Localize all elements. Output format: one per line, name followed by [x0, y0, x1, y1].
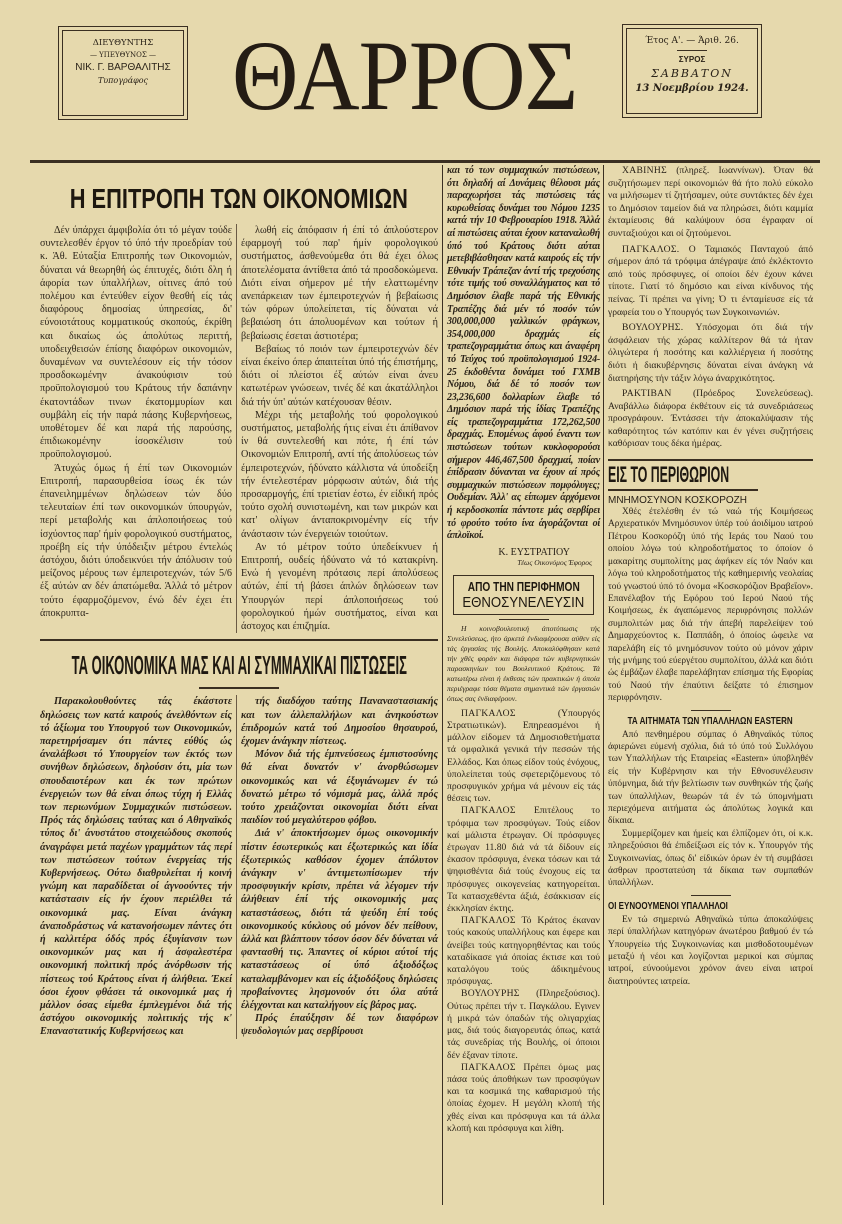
- dialogue-entry: [447, 988, 600, 1061]
- headline-underline: [199, 687, 279, 689]
- newspaper-title-wrap: [195, 20, 615, 131]
- column-3: [447, 165, 600, 1135]
- speaker-role: (πληρεξ. Ιωαννίνων).: [676, 165, 765, 176]
- paragraph: Αν τό μέτρον τούτο ύπεδείκνυεν ή Επιτροπή, ουδείς ήδύνατο νά τό κατακρίνη. Ενώ ή γενομένη πρότασις περί άπολύσεως αύτών, έπί τή βάσει άπλών δηλώσεων των Υπουργών περί άπλοποιήσεως τού φορολογικού ήμών συστήματος, είναι και άστοχος και έπιζημία.: [241, 541, 438, 633]
- article-headline: Η ΕΠΙΤΡΟΠΗ ΤΩΝ ΟΙΚΟΝΟΜΙΩΝ: [69, 183, 409, 214]
- paragraph: Συμμερίζομεν και ήμείς και έλπίζομεν ότι, οί κ.κ. πληρεξούσιοι θά έπιδείξωσι είς τόν κ. Υπουργόν τής Συγκοινωνίας, όπως δι' είδικών όρων έν τή συμβάσει άσθρων προστατεύση τά δίκαια των συμπαθών ύπαλλήλων.: [608, 828, 813, 889]
- paragraph: Άτυχώς όμως ή έπί των Οικονομιών Επιτροπή, παρασυρθείσα ίσως έκ τών έπανειλημμένων δηλώσεων τών δύο τελευταίων έπί των οικονομικών ύπουργών, περί μεταβολής και άπλοποιήσεως τού ίσχύοντος παρ' ήμίν φορολογικού συστήματος, προέβη είς τήν ύπόδειξιν μέτρου έντελώς άστόχου, διότι ύποδεικνύει τήν άπόλυσιν τού μείζονος μέρους των έμπειροτεχνών, τών 5/6 έξ αύτών αν δέν άπατώμεθα. Άλλά τό μέτρον τούτο έφαρμοζόμενον, ένώ δέν έχει έτι άποκρυπτα-: [40, 462, 232, 619]
- issue-number: Έτος Α'. — Άριθ. 26.: [645, 36, 739, 46]
- newspaper-title: ΘΑΡΡΟΣ: [232, 20, 578, 131]
- section-headline: ΕΘΝΟΣΥΝΕΛΕΥΣΙΝ: [462, 593, 585, 611]
- section-headline: ΕΙΣ ΤΟ ΠΕΡΙΘΩΡΙΟΝ: [608, 462, 730, 488]
- author-title: Τέως Οικονόμος Έφορος: [517, 557, 592, 567]
- paragraph: Μέχρι τής μεταβολής τού φορολογικού συστήματος, μεταβολής ήτις είναι έτι άπίθανον ίν θά συντελεσθή και πότε, ή έπί τών Οικονομιών Επιτροπή, αντί τής άπολύσεως τών έμπειροτεχνών, ήδύνατο κάλλιστα νά ύποδείξη τήν έντελεστέραν μόρφωσιν αύτών, διά τής προσαρμογής, έπί τριετίαν έστω, έν είδική πρός τούτο σχολή συνιστωμένη, και των μικρών και κατ' ολίγων άνταποκρινομένην είς τήν άνάστασιν τών ένεργειών τοιούτων.: [241, 409, 438, 540]
- article-column: [241, 224, 438, 633]
- section-rule: [608, 489, 758, 491]
- item-text: [608, 914, 813, 988]
- speech: Ο Ταμιακός Πανταχού άπό σήμερον άπό τά τρόφιμα άπέγραψε άπό έκλέκτοντο από τούς πρόσφυγες, οί οποίοι δέν έχουν κάνει τίποτε. Γιατί τό δημόσιο και είναι κίνδυνος τής πείνας. Τί πρέπει να γίνη; Ό τι ένταμίευσε είς τά γραφεία του ο Υπουργός των Συγκοινωνιών.: [608, 243, 813, 318]
- paragraph: Χθές έτελέσθη έν τώ ναώ τής Κοιμήσεως Αρχιερατικόν Μνημόσυνον ύπέρ τού άοιδίμου ιατρού Πέτρου Κοσκορόζη ύπό τής Ιεράς του Ναού του οποίου λόγω τού κληροδοτήματος το όποίον ό μακαρίτης συμπολίτης μας άφήκεν είς τόν Ναόν και λόγω τού κληροδοτήματος τής καθημερινής νεολαίας τού γνωστού ύπό τό όνομα «Κοσκορόζιον Βραβεΐον». Επανέλαβον τής Εφόρου τού Ιερού Ναού τής Κοιμήσεως, έκ άγαπώμενος περιφρόνησις πολλών συμπολιτών μας διά τήν άπεβή παρελείψεν τού Δημαρχεύοντος κ. Παππάδη, ό όποίος ώφειλε να παρελάβη είς τό μνημόσυνον τούτο ού μόνον χάριν τής μνήμης τού εύεργέτου συμπολίτου, άλλά και διότι ώς έμβάζων έλαβε παρελάβηταν επίσημα τής Εφορίας τού Ναού τήν έπαύτινι δείξατε τό έπισημον περιφρόνησιν.: [608, 507, 813, 704]
- column-divider: [236, 695, 237, 1038]
- column-divider: [236, 224, 237, 633]
- section-headline-wrap: [454, 594, 593, 611]
- dialogue-entry: [608, 244, 813, 320]
- speech: Ούτως πρέπει τήν τ. Παγκάλου. Εγινεν ή μικρά τών όπαδών τής ολιγαρχίας μας, διά τούς διαγορευτάς όπως, κατά τάς συνεδρίας τής Βουλής, οί όποιοι δέν έξαναν τίποτε.: [447, 1000, 600, 1061]
- issue-date: 13 Νοεμβρίου 1924.: [635, 83, 749, 94]
- column-divider: [603, 165, 604, 1205]
- paragraph: Μόνον διά τής έμπνεύσεως έμπιστοσύνης θά είναι δυνατόν ν' άνορθώσωμεν οικονομικώς και νά έξυγιάνωμεν έν τώ δυνατώ μέτρω τό νόμισμά μας, άλλά πρός τούτο χρειάζονται οικονομίαι διότι είναι παιδίον τού μεγαλύτερου φόβου.: [241, 749, 438, 827]
- issue-box: [626, 28, 758, 114]
- speech: Αναβάλλω διάφορα έκθέτουν είς τά συνεδριάσεως προσγράφουν. Έντάσσει τήν άποκαλύψασιν τής καθαρότητος τών κατόπιν και έν γένει συζητήσεις καθόρισαν τους δέκα ήμέρας.: [608, 400, 813, 450]
- speaker: ΠΑΓΚΑΛΟΣ: [461, 915, 516, 927]
- speaker-role: (Υπουργός Στρατιωτικών).: [447, 707, 600, 732]
- column-4: [608, 165, 813, 988]
- paragraph: Πρός έπαύξησιν δέ των διαφόρων ψευδολογιών μας σερβίρουσι: [241, 1013, 438, 1038]
- section-headline-wrap: [454, 579, 593, 594]
- paragraph: Από πενθημέρου σύμπας ό Αθηναϊκός τύπος άφιερώνει εύμενή σχόλια, διά τό ύπό τού Συλλόγου των Υπαλλήλων τής Εταιρείας «Eastern» ύποβληθέν είς τήν Κυβέρνησιν και τήν Εθνοσυνέλευσιν ύπόμνημα, διά τήν βελτίωσιν των συνθηκών τής ζωής των ύπαλλήλων, θεωρών τά έν τώ ύπομνήματι περιεχόμενα αιτήματα ώς άπολύτως λογικά και δίκαια.: [608, 729, 813, 827]
- dialogue-entry: [447, 915, 600, 988]
- speaker: ΒΟΥΛΟΥΡΗΣ: [461, 988, 520, 1000]
- speaker-role: (Πληρεξούσιος).: [536, 988, 600, 1000]
- publisher-sublabel: — ΥΠΕΥΘΥΝΟΣ —: [89, 51, 157, 59]
- column-divider: [442, 165, 443, 1205]
- speaker: ΡΑΚΤΙΒΑΝ: [622, 388, 672, 400]
- paragraph: Βεβαίως τό ποιόν των έμπειροτεχνών δέν είναι έκείνο όπερ άπαιτείται ύπό τής έπιστήμης, διότι οί πλείστοι έξ αύτών είναι άνευ κατωτέρων γνώσεων, τινές δέ και άκατάλληλοι διά τήν ύπ' αύτών κατέχουσαν θέσιν.: [241, 343, 438, 408]
- publisher-label: ΔΙΕΥΘΥΝΤΗΣ: [92, 38, 154, 48]
- publisher-role: Τυπογράφος: [97, 76, 149, 85]
- divider: [691, 895, 731, 896]
- dialogue-column: [447, 708, 600, 1135]
- speaker: ΠΑΓΚΑΛΟΣ.: [622, 243, 680, 255]
- speaker: ΠΑΓΚΑΛΟΣ: [461, 1061, 516, 1073]
- article-headline-wrap: [40, 645, 438, 685]
- section-headline-wrap: [608, 461, 813, 489]
- speech: Υπόσχομαι ότι διά τήν άσφάλειαν τής χώρας καλλίτερον θά τά ήταν όλιγώτερα ή ποσότης και καλλιέργεια ή ποσότης διότι ή διακυβέρνησις δύναται είναι άνάγκη νά διατηρήσης τήν τάξιν λόγω άναρχικότητος.: [608, 322, 813, 384]
- speech: Επηρεασμένοι ή μάλλον είδομεν τά Δημοσιοθετήματα τά ομφαλικά γενικά τήν πεσσών τής Ελλάδος. Και όπως είδον τούς ένόχους, ύπολείπεται τούς σφετεριζόμενους τό προσφυγικόν χρήμα νά μένουν είς τάς θέσεις των.: [447, 720, 600, 805]
- speech: Τό Κράτος έκαναν τούς κακούς υπαλλήλους και έφερε και άνείβει τούς κατηγορηθέντας και τούς καταδίκασε γιά όποίας έκτισε και τού καταλόγου τούς άδικημένους πρόσφυγας.: [447, 915, 600, 988]
- speaker: ΠΑΓΚΑΛΟΣ: [461, 805, 516, 817]
- dialogue-column: [608, 165, 813, 451]
- publisher-box: [62, 30, 184, 116]
- divider: [499, 619, 549, 620]
- section-rule: [40, 639, 438, 641]
- divider: [691, 710, 731, 711]
- speech: Πρέπει όμως μας πάσα τούς άποθήκων των προσφύγων και τα κοσμικά της καθαρισμού τής όποίας έχομεν. Η μεγάλη κλοπή τής χθές είναι και πρόσφυγα και τά άλλα κλοπή και πρόσφυγα και λίθη.: [447, 1061, 600, 1134]
- speech: Όταν θά συζητήσωμεν περί οικονομιών θά ήτο πολύ εύκολο να μιλήσωμεν τί ζητήσαμεν, ούτε συντάκτες δέν έχει το Δημόσιον ταμείον διά να πληρώσει, διότι καμμία έκταμίευσις θά καλύψουν όσα έγραφαν οί συνταξιούχοι και οί ζητούμενοι.: [608, 165, 813, 239]
- item-text: [608, 729, 813, 890]
- speaker: ΧΑΒΙΝΗΣ: [622, 165, 667, 176]
- item-text: [608, 506, 813, 705]
- paragraph: Δέν ύπάρχει άμφιβολία ότι τό μέγαν τούδε συντελεσθέν έργον τό ύπό τήν προεδρίαν τού κ. Άθ. Εύταξία Επιτροπής των Οικονομιών, δύναται νά θεωρηθή ώς έπιτυχές, διότι δλη ή άφορία των ύπαλλήλων, οίτινες άπό τού πολέμου και έντεύθεν είχον θεσθή είς τάς διαφόρους δημοσίας ύπηρεσίας, δι' εύνοιοτάτους κομματικούς σκοπούς, έκρίθη και δικαίως ώς άπολύτως περιττή, υποδειχθεισών έπίσης διαφόρων οικονομιών, δυναμένων να συντελέσουν είς τήν τόσον προσδοκωμένην άνακούφισιν τού προϋπολογισμού του Κράτους τήν δαπάνην έκατοντάδων τινων έκατομμυρίων και συμβάλη είς τήν παρά πάσης Κυβερνήσεως, υποθέτομεν δέ και παρά τής παρούσης, έπιδιωκομένην ίσοσκέλισιν τού προϋπολογισμού.: [40, 225, 232, 461]
- item-title-wrap: [608, 716, 813, 727]
- article-headline-wrap: [40, 180, 438, 218]
- article-column: [40, 695, 232, 1038]
- author-signature: Κ. ΕΥΣΤΡΑΤΙΟΥ: [498, 546, 570, 558]
- section-headline: ΑΠΟ ΤΗΝ ΠΕΡΙΦΗΜΟΝ: [467, 578, 580, 594]
- paragraph: Εν τώ σημερινώ Αθηναϊκώ τύπω άποκαλύψεις περί ύπαλλήλων κατηγόρων άνωτέρου βαθμού έν τώ Υπουργείω τής Συγκοινωνίας και μισθοδοτουμένων μεταξύ ή νέοι και λογίζονται μερικοί και σύμπας ιατροί, εύνοούμενοι χρόνον άνευ είναι ιατροί διατηρούντες ιατρεία.: [608, 914, 813, 987]
- paragraph: Παρακολουθούντες τάς έκάστοτε δηλώσεις των κατά καιρούς άνελθόντων είς τό άξίωμα του Υπουργού των Οικονομικών, παρετηρήσαμεν ότι πάντες εύθύς ώς άναλάβωσι τό Υπουργείον των έκτός των συνήθων δηλώσεων, δηλούσιν ότι, μία των σπουδαιοτέρων και έκ των πρώτων ένεργειών των θά είναι όπως τύχη ή Ελλάς των περιωνύμων Συμμαχικών πιστώσεων. Πρός τάς δηλώσεις ταύτας και ό Αθηναϊκός τύπος δι' άνυστάτου στοιχειώδους σκοπούς άναγράφει μετά παχέων γραμμάτων τάς περί των πιστώσεων τούτων ένεργείας τής Κυβερνήσεως. Ούτω διαθρυλείται ή κοινή γνώμη και παραδίδεται οί άγνοούντες τήν κατάστασιν είς ήν έχουν περιέλθει τά οικονομικά μας. Είναι άνάγκη άναποδράστως νά κατανοήσωμεν πάντες ότι ή καλλιτέρα όδός πρός έξυγίανσιν των οικονομικών μας και ή άσφαλεστέρα οικονομική πολιτική πρός άνόρθωσιν τής πίστεως τού Κράτους είναι ή άλήθεια. Έκεί όσοι έχουν φθάσει τά οικονομικά μας ή μάλλον όσας είμεθα έμπλεγμένοι διά τής άστόχου οικονομικής πολιτικής τής κ' Επαναστατικής Κυβερνήσεως και: [40, 696, 232, 1038]
- dialogue-entry: [447, 805, 600, 915]
- masthead-rule: [30, 160, 820, 163]
- dialogue-entry: [447, 708, 600, 806]
- publisher-name: ΝΙΚ. Γ. ΒΑΡΘΑΛΙΤΗΣ: [75, 62, 171, 73]
- section-box: [453, 575, 594, 615]
- article-column: [447, 165, 600, 543]
- article-headline: ΤΑ ΟΙΚΟΝΟΜΙΚΑ ΜΑΣ ΚΑΙ ΑΙ ΣΥΜΜΑΧΙΚΑΙ ΠΙΣΤΩΣΕΙΣ: [71, 649, 407, 680]
- speaker-role: (Πρόεδρος Συνελεύσεως).: [692, 388, 813, 400]
- article-column: [40, 224, 232, 633]
- issue-day: ΣΑΒΒΑΤΟΝ: [651, 67, 733, 80]
- dialogue-entry: [608, 165, 813, 241]
- article-body: [40, 695, 438, 1038]
- speech: Επιτέλους το τρόφιμα των προσφύγων. Τούς είδον καί μάλιστα έτρωγαν. Οί πρόσφυγες έτρωγαν 11.80 διά νά τά δίδουν είς έκασον πρόσφυγα, ένεκα τόσων και τά ψηφισθέντα διά τούς ένοχους είς τα πρόσφυγες οικογενείας κατηγορείται. Τα κατασχεθέντα άξιά, έσάκκισαν είς έκκλησίαν έκτης.: [447, 805, 600, 915]
- speaker: ΠΑΓΚΑΛΟΣ: [461, 707, 516, 719]
- paragraph: Η κοινοβουλευτική άποτύπωσις τής Συνελεύσεως, ήτο άρκετά ένδιαφέρουσα αύθεν είς τάς έργασίας τής Βουλής. Αποκαλύφθησαν κατά τήν χθές φοράν και διάφορα τών κυβερνητικών παρασκηνίων του Βουλευτικού Κράτους. Τά κατωτέρω είναι ή έκθεσις τών πρακτικών ή όποία περιέγραφε τόσα θέματα σημαντικά τών έργασιών όπως σας ένδιαφέρουν.: [447, 623, 600, 703]
- paragraph: Διά ν' άποκτήσωμεν όμως οικονομικήν πίστιν έσωτερικώς και έξωτερικώς και ίδία έξωτερικώς καθόσον έχομεν άπόλυτον άνάγκην ν' άντιμετωπίσωμεν τήν προσφυγικήν κρίσιν, πρέπει νά λέγομεν τήν άλήθειαν έπί τής οικονομικής μας καταστάσεως, διότι τά ψεύδη έπί τούς οικονομικούς κύκλους ού μόνον δέν πείθουν, άλλά και βλάπτουν τόσον όσον δέν δύναται νά φαντασθή τις. Άπαντες οί κύριοι αύτοί τής καταστάσεως οί ύπό άξιοδόξως καταλαμβάνομεν και είς άξιοδόξους δηλώσεις προβαίνοντες λησμονούν ότι όλα αύτά έλέγχονται και καταλήγουν είς βάρος μας.: [241, 828, 438, 1011]
- item-title-wrap: [608, 901, 813, 912]
- issue-city: ΣΥΡΟΣ: [678, 55, 706, 64]
- paragraph: τής διαδόχου ταύτης Παναναστασιακής και των άλλεπαλλήλων και άνηκούστων έπιδρομών κατά τού Δημοσίου θησαυρού, έχομεν άνάγκην πίστεως.: [241, 696, 438, 747]
- dialogue-entry: [608, 322, 813, 385]
- left-half: [40, 180, 438, 1039]
- item-title: ΜΝΗΜΟΣΥΝΟΝ ΚΟΣΚΟΡΟΖΗ: [608, 495, 747, 507]
- article-body: [40, 224, 438, 633]
- paragraph: λωθή είς άπόφασιν ή έπί τό άπλούστερον έφαρμογή τού παρ' ήμίν φορολογικού συστήματος, άσθενούμεθα ότι θά έχει όλως άποτελέσματα άντίθετα άπό τά προσδοκώμενα. Διότι είναι σήμερον μέ τήν ελαττωμένην ανεπάρκειαν των έμπειροτεχνών ή βεβαίωσις τών φόρων ύπολείπεται, τίς δύναται νά βεβαιώση ότι άπολυομένων και τούτων ή βεβαίωσις έσεται άστιοτέρα;: [241, 225, 438, 342]
- paragraph: και τό των συμμαχικών πιστώσεων, ότι δηλαδή αί Δυνάμεις θέλουσι μάς παραχωρήσει τάς πιστώσεις τάς κυρωθείσας δυνάμει του Νόμου 1235 κατά τήν 10 Φεβρουαρίου 1918. Άλλά αί πιστώσεις αύται έχουν καταναλωθή ύπό τού Κράτους διότι αύται μετεβιβάσθησαν κατά καιρούς είς τήν Εθνικήν Τράπεζαν άντί τής τρεχούσης τότε τιμής τού συναλλάγματος και τό Δημόσιον έλαβε παρά τής Εθνικής Τραπέζης διά μέν τό ποσόν τών 300,000,000 γαλλικών φράγκων, 354,000,000 δραχμάς είς τραπεζογραμμάτια όπως και άναφέρη τό Τεύχος τού προϋπολογισμού 1924-25 έκδοθέντα δυνάμει τού ΓΧΜΒ Νόμου, διά δέ τό ποσόν των 23,236,600 δολλαρίων έλαβε τό Δημόσιον παρά τής ίδίας Τραπέζης είς τραπεζογραμμάτια 172,262,500 δραχμάς. Επομένως άφού έναντι των πιστώσεων τούτων κυκλοφορούσι σήμερον 446,467,500 δραχμαί, ποίαν έπίδρασιν δύνανται να έχουν αί πρός συμμαχικών πιστώσεων πομφόλυγες; Ουδεμίαν. Άλλ' ας είπωμεν άρχόμενοι ή κερδοσκοπία πάντοτε μάς σερβίρει τό φρούτο τούτο ίνα άγοράζονται οί άπλοϊκοί.: [447, 165, 600, 542]
- dialogue-entry: [608, 388, 813, 451]
- article-column: [241, 695, 438, 1038]
- speaker: ΒΟΥΛΟΥΡΗΣ.: [622, 322, 684, 334]
- dialogue-entry: [447, 1062, 600, 1135]
- intro-text: [447, 624, 600, 704]
- item-title: ΤΑ ΑΙΤΗΜΑΤΑ ΤΩΝ ΥΠΑΛΛΗΛΩΝ EASTERN: [627, 715, 794, 727]
- item-title: ΟΙ ΕΥΝΟΟΥΜΕΝΟΙ ΥΠΑΛΛΗΛΟΙ: [608, 900, 728, 912]
